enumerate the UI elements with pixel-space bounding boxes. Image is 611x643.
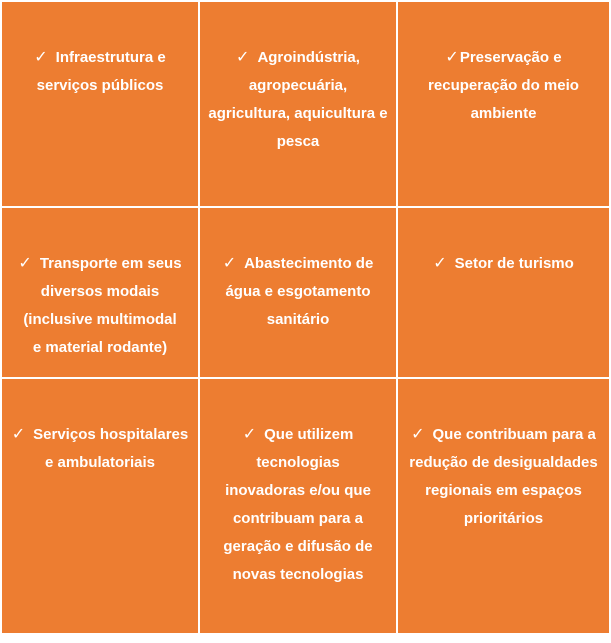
cell-text: Setor de turismo (454, 255, 574, 272)
cell-text: Agroindústria, (257, 49, 360, 66)
cell-text-line (403, 421, 604, 449)
cell-text-line (205, 250, 391, 278)
cell-text-line: (inclusive multimodal (23, 311, 177, 328)
check-icon: ✓ (236, 49, 250, 66)
cell-text-line: agricultura, aquicultura e (208, 105, 388, 122)
check-icon: ✓ (11, 426, 26, 443)
table-cell (200, 2, 396, 206)
cell-text-line: diversos modais (40, 283, 160, 300)
cell-text: Preservação e (459, 49, 562, 66)
cell-text-line: contribuam para a (232, 510, 364, 527)
check-icon: ✓ (34, 49, 48, 66)
cell-text: Abastecimento de (244, 255, 374, 272)
cell-text-line: regionais em espaços (425, 482, 582, 499)
cell-text: Que contribuam para a (432, 426, 596, 443)
cell-text: Transporte em seus (39, 255, 182, 272)
table-cell (398, 379, 609, 633)
cell-text-line: e material rodante) (32, 339, 168, 356)
check-icon: ✓ (18, 255, 32, 272)
check-icon: ✓ (411, 426, 425, 443)
cell-text-line (403, 44, 604, 72)
cell-text: Infraestrutura e (55, 49, 166, 66)
check-icon: ✓ (222, 255, 237, 272)
table-cell (200, 379, 396, 633)
check-icon: ✓ (445, 49, 459, 66)
check-icon: ✓ (433, 255, 447, 272)
cell-text-line: geração e difusão de (223, 538, 373, 555)
cell-text-line: redução de desigualdades (409, 454, 598, 471)
cell-text-line (7, 44, 193, 72)
cell-text-line: novas tecnologias (232, 566, 364, 583)
cell-text: Que utilizem (264, 426, 354, 443)
table-cell (398, 208, 609, 377)
cell-text-line: serviços públicos (36, 77, 164, 94)
table-cell (2, 208, 198, 377)
cell-text-line: inovadoras e/ou que (225, 482, 371, 499)
table-cell (398, 2, 609, 206)
cell-text-line (205, 421, 391, 449)
cell-text-line: água e esgotamento (225, 283, 371, 300)
cell-text-line: tecnologias (256, 454, 340, 471)
cell-text-line: recuperação do meio (428, 77, 579, 94)
cell-text-line (7, 421, 193, 449)
cell-text-line: ambiente (470, 105, 537, 122)
cell-text-line (7, 250, 193, 278)
cell-text: Serviços hospitalares (33, 426, 189, 443)
table-cell (2, 379, 198, 633)
cell-text-line (205, 44, 391, 72)
check-icon: ✓ (242, 426, 257, 443)
cell-text-line: sanitário (266, 311, 330, 328)
table-cell (200, 208, 396, 377)
table-cell (2, 2, 198, 206)
cell-text-line (403, 250, 604, 278)
cell-text-line: prioritários (463, 510, 544, 527)
cell-text-line: e ambulatoriais (44, 454, 156, 471)
cell-text-line: agropecuária, (248, 77, 348, 94)
cell-text-line: pesca (276, 133, 320, 150)
